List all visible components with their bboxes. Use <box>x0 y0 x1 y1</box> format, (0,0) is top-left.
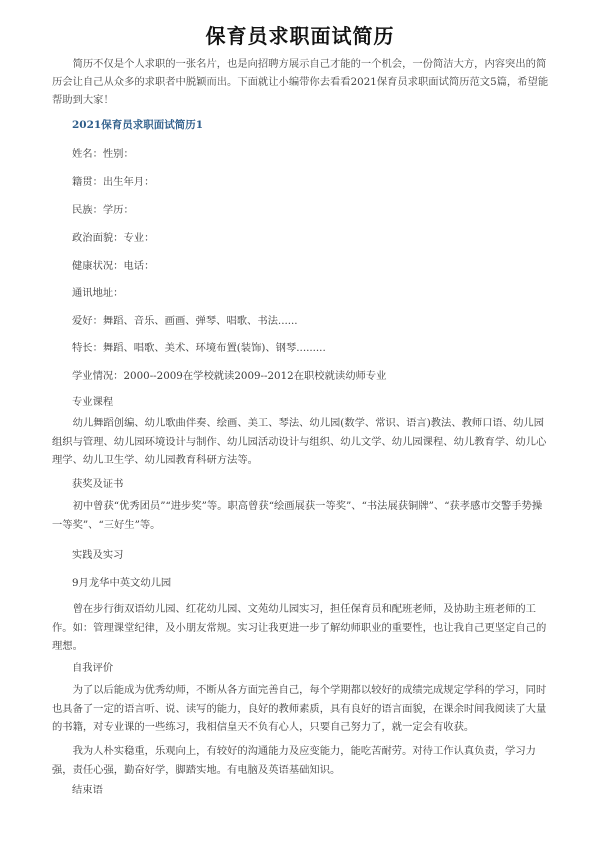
courses-heading: 专业课程 <box>72 396 114 408</box>
field-politics-major: 政治面貌：专业： <box>72 232 155 244</box>
field-study: 学业情况：2000--2009在学校就读2009--2012在职校就读幼师专业 <box>72 370 387 382</box>
self-evaluation-paragraph-2: 我为人朴实稳重，乐观向上，有较好的沟通能力及应变能力，能吃苦耐劳。对待工作认真负责，学习力强，责任心强，勤奋好学，脚踏实地。有电脑及英语基础知识。 <box>52 745 536 776</box>
field-name-gender: 姓名：性别： <box>72 148 134 160</box>
field-ethnic-education: 民族：学历： <box>72 204 134 216</box>
document-title: 保育员求职面试简历 <box>205 24 395 48</box>
closing-heading: 结束语 <box>72 784 103 796</box>
awards-paragraph: 初中曾获“优秀团员”“进步奖”等。职高曾获“绘画展获一等奖”、“书法展获铜牌”、“获孝感市交警手势操一等奖”、“三好生”等。 <box>52 500 543 531</box>
field-health-phone: 健康状况：电话： <box>72 260 155 272</box>
self-evaluation-paragraph-1: 为了以后能成为优秀幼师，不断从各方面完善自己，每个学期都以较好的成绩完成规定学科的学习，同时也具备了一定的语言听、说、读写的能力，良好的教师素质，具有良好的语言面貌，在课余时间我阅读了大量的书籍，对专业课的一些练习，我相信皇天不负有心人，只要自己努力了，就一定会有收获。 <box>52 684 547 733</box>
field-address: 通讯地址： <box>72 287 124 299</box>
section-heading: 2021保育员求职面试简历1 <box>72 119 204 131</box>
practice-place: 9月龙华中英文幼儿园 <box>72 577 172 589</box>
self-evaluation-heading: 自我评价 <box>72 662 114 674</box>
practice-heading: 实践及实习 <box>72 549 124 561</box>
courses-paragraph: 幼儿舞蹈创编、幼儿歌曲伴奏、绘画、美工、琴法、幼儿园(数学、常识、语言)教法、教师口语、幼儿园组织与管理、幼儿园环境设计与制作、幼儿园活动设计与组织、幼儿文学、幼儿园课程、幼儿教育学、幼儿心理学、幼儿卫生学、幼儿园教育科研方法等。 <box>52 417 547 466</box>
field-skills: 特长：舞蹈、唱歌、美术、环境布置(装饰)、钢琴......... <box>72 342 326 354</box>
field-origin-birth: 籍贯：出生年月： <box>72 176 155 188</box>
practice-paragraph: 曾在步行街双语幼儿园、红花幼儿园、文苑幼儿园实习，担任保育员和配班老师，及协助主班老师的工作。如：管理课堂纪律，及小朋友常规。实习让我更进一步了解幼师职业的重要性，也让我自己更坚定自己的理想。 <box>52 603 547 652</box>
awards-heading: 获奖及证书 <box>72 478 124 490</box>
field-hobbies: 爱好：舞蹈、音乐、画画、弹琴、唱歌、书法...... <box>72 315 298 327</box>
intro-paragraph: 简历不仅是个人求职的一张名片，也是向招聘方展示自己才能的一个机会，一份简洁大方，内容突出的简历会让自己从众多的求职者中脱颖而出。下面就让小编带你去看看2021保育员求职面试简历范文5篇，希望能帮助到大家！ <box>52 58 549 106</box>
